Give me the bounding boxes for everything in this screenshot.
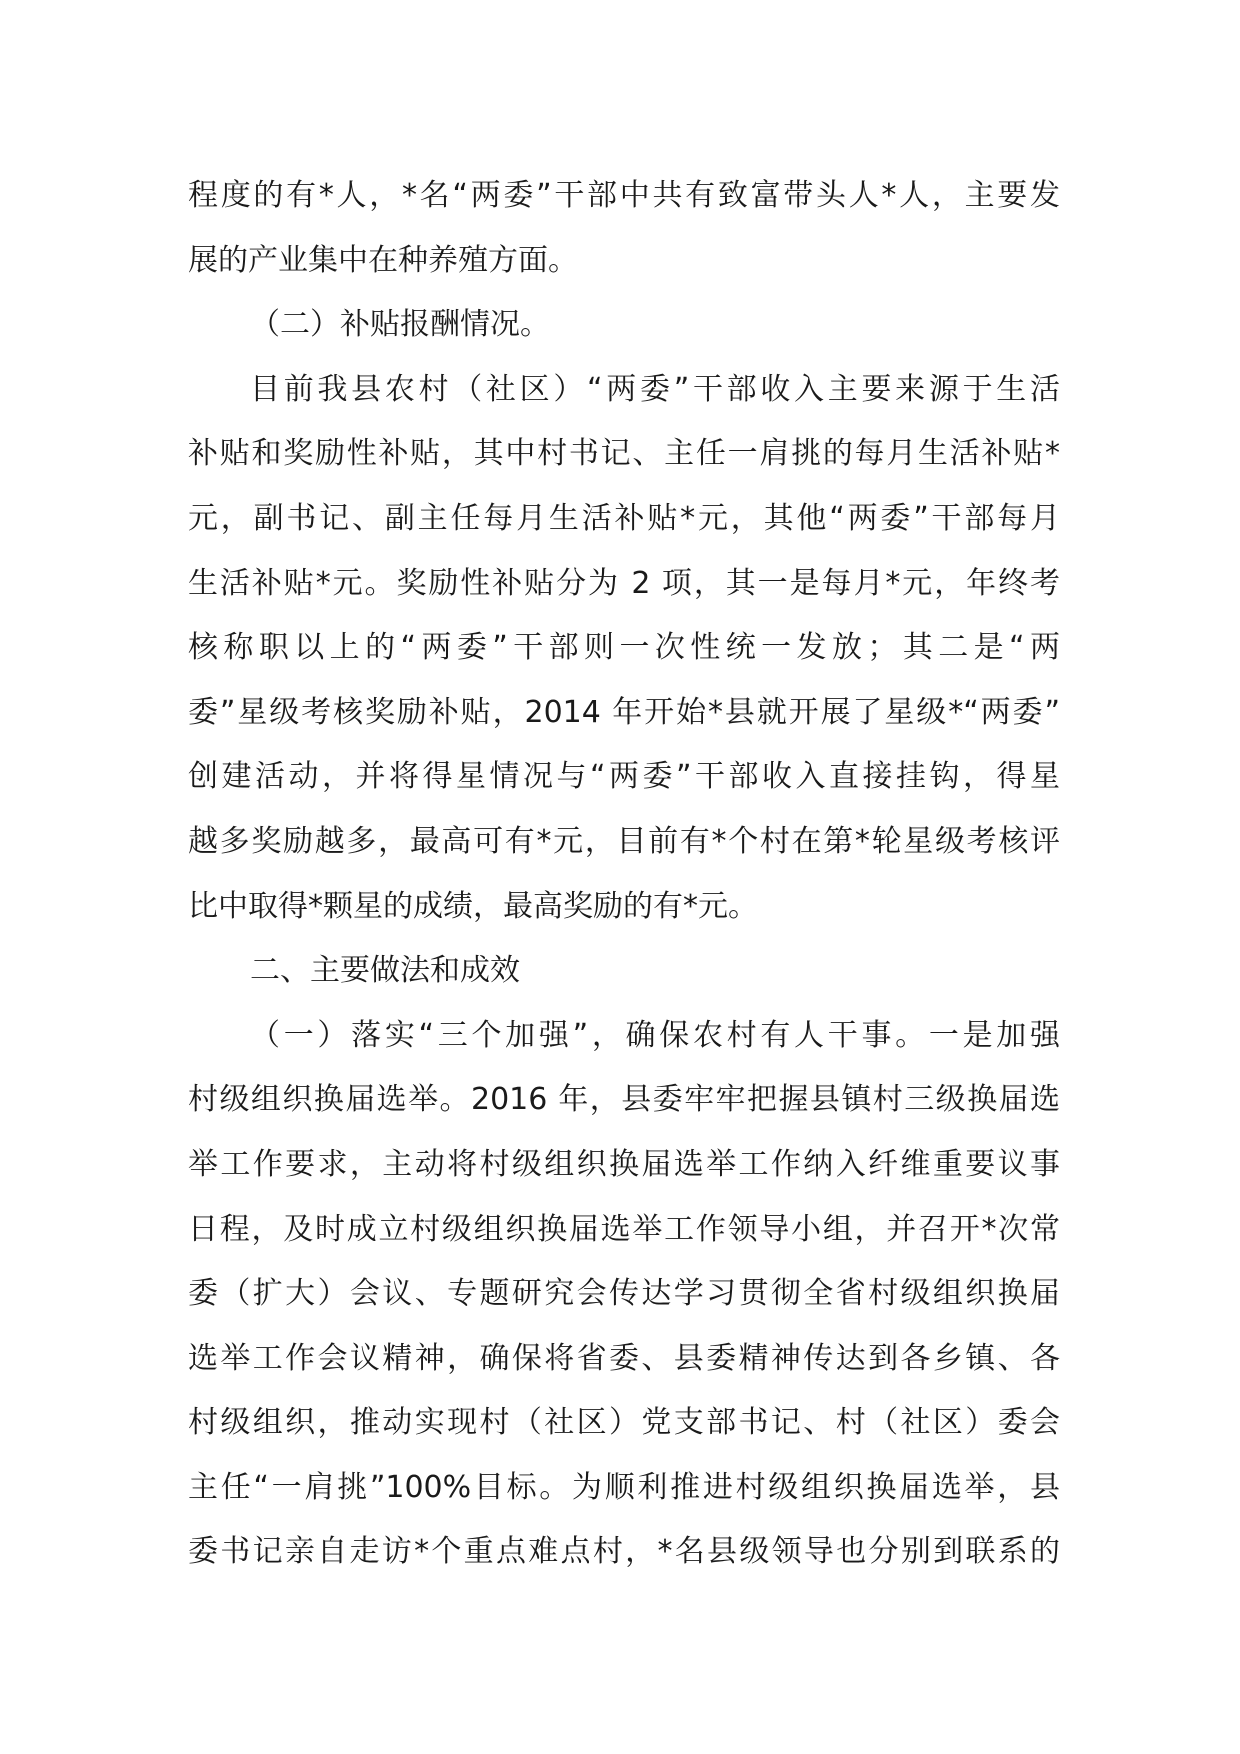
text-line: 选举工作会议精神，确保将省委、县委精神传达到各乡镇、各 <box>188 1340 1060 1376</box>
text-line: 村级组织，推动实现村（社区）党支部书记、村（社区）委会 <box>188 1405 1060 1441</box>
text-line: 委”星级考核奖励补贴，2014 年开始*县就开展了星级*“两委” <box>188 694 1060 730</box>
text-line: 越多奖励越多，最高可有*元，目前有*个村在第*轮星级考核评 <box>188 823 1060 859</box>
text-line: 生活补贴*元。奖励性补贴分为 2 项，其一是每月*元，年终考 <box>188 565 1060 601</box>
text-line: 核称职以上的“两委”干部则一次性统一发放；其二是“两 <box>188 630 1060 666</box>
text-line: 补贴和奖励性补贴，其中村书记、主任一肩挑的每月生活补贴* <box>188 436 1060 472</box>
text-line: 目前我县农村（社区）“两委”干部收入主要来源于生活 <box>250 371 1060 407</box>
text-line: 主任“一肩挑”100%目标。为顺利推进村级组织换届选举，县 <box>188 1469 1060 1505</box>
text-line: （二）补贴报酬情况。 <box>250 307 550 343</box>
text-line: 村级组织换届选举。2016 年，县委牢牢把握县镇村三级换届选 <box>188 1082 1060 1118</box>
text-line: 委书记亲自走访*个重点难点村，*名县级领导也分别到联系的 <box>188 1534 1060 1570</box>
text-line: 程度的有*人，*名“两委”干部中共有致富带头人*人，主要发 <box>188 178 1060 213</box>
text-line: 举工作要求，主动将村级组织换届选举工作纳入纤维重要议事 <box>188 1146 1060 1182</box>
text-line: 二、主要做法和成效 <box>250 953 520 989</box>
text-line: 展的产业集中在种养殖方面。 <box>188 242 578 278</box>
text-line: 日程，及时成立村级组织换届选举工作领导小组，并召开*次常 <box>188 1211 1060 1247</box>
text-line: 元，副书记、副主任每月生活补贴*元，其他“两委”干部每月 <box>188 500 1060 536</box>
text-line: 委（扩大）会议、专题研究会传达学习贯彻全省村级组织换届 <box>188 1276 1060 1312</box>
text-line: 比中取得*颗星的成绩，最高奖励的有*元。 <box>188 888 758 924</box>
body-text <box>188 164 1060 1585</box>
text-line: 创建活动，并将得星情况与“两委”干部收入直接挂钩，得星 <box>188 759 1060 795</box>
text-line: （一）落实“三个加强”，确保农村有人干事。一是加强 <box>250 1017 1060 1053</box>
